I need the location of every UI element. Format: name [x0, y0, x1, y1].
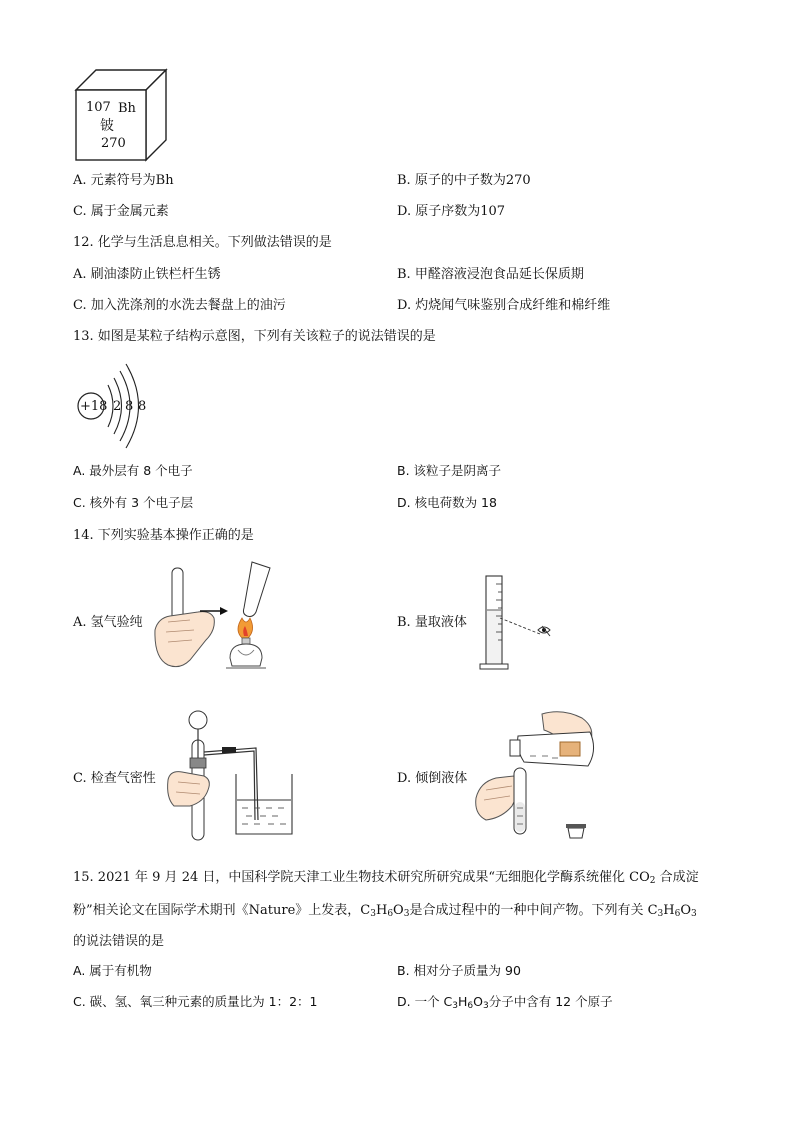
q13-option-b: B. 该粒子是阴离子 — [397, 463, 502, 478]
co2-subscript: 2 — [649, 876, 656, 886]
q15-line-1-tail: 合成淀 — [655, 870, 699, 885]
q15-line-2-mid: 是合成过程中的一种中间产物。下列有关 C — [409, 903, 658, 918]
q15-line-2 — [73, 904, 697, 917]
q14-option-a: A. 氢气验纯 — [73, 615, 143, 630]
q13-option-a: A. 最外层有 8 个电子 — [73, 463, 193, 478]
h-letter-2: H — [663, 903, 675, 918]
q14-option-b: B. 量取液体 — [397, 615, 467, 630]
element-symbol: Bh — [118, 101, 136, 116]
q12-option-c: C. 加入洗涤剂的水洗去餐盘上的油污 — [73, 298, 286, 313]
q14-option-c: C. 检查气密性 — [73, 771, 156, 786]
shell-2-electrons: 8 — [125, 399, 134, 414]
q15-option-d-head: D. 一个 C — [397, 994, 453, 1009]
d-c-subscript: 3 — [452, 1001, 459, 1011]
shell-3-electrons: 8 — [138, 399, 147, 414]
q11-option-c: C. 属于金属元素 — [73, 204, 169, 219]
d-h-subscript: 6 — [467, 1001, 474, 1011]
q15-line-2-text: 粉”相关论文在国际学术期刊《Nature》上发表，C — [73, 903, 371, 918]
q15-line-1 — [73, 871, 699, 884]
q11-option-b: B. 原子的中子数为270 — [397, 173, 531, 188]
q14-stem: 14. 下列实验基本操作正确的是 — [73, 528, 254, 543]
c-subscript-2: 3 — [657, 909, 664, 919]
d-h-letter: H — [458, 994, 468, 1009]
h-letter: H — [375, 903, 388, 918]
o-letter: O — [393, 903, 404, 918]
q12-stem: 12. 化学与生活息息相关。下列做法错误的是 — [73, 235, 332, 250]
element-atomic-number: 107 — [86, 100, 111, 115]
q15-option-a: A. 属于有机物 — [73, 963, 152, 978]
q15-option-b: B. 相对分子质量为 90 — [397, 963, 521, 978]
q13-option-c: C. 核外有 3 个电子层 — [73, 495, 194, 510]
q13-option-d: D. 核电荷数为 18 — [397, 495, 497, 510]
d-o-letter: O — [473, 994, 483, 1009]
q15-line-1-text: 15. 2021 年 9 月 24 日，中国科学院天津工业生物技术研究所研究成果“无细胞化学酶系统催化 CO — [73, 870, 650, 885]
q15-option-d-tail: 分子中含有 12 个原子 — [488, 994, 613, 1009]
shell-1-electrons: 2 — [113, 399, 122, 414]
d-o-subscript: 3 — [483, 1001, 489, 1011]
element-mass: 270 — [101, 136, 126, 151]
airtightness-check-figure — [164, 710, 304, 840]
pour-liquid-figure — [472, 710, 602, 840]
q11-option-a: A. 元素符号为Bh — [73, 173, 174, 188]
h-subscript-2: 6 — [674, 909, 681, 919]
o-subscript: 3 — [403, 909, 410, 919]
nucleus-charge: +18 — [80, 399, 108, 414]
q15-line-3: 的说法错误的是 — [73, 934, 165, 949]
q12-option-d: D. 灼烧闻气味鉴别合成纤维和棉纤维 — [397, 298, 611, 313]
c-subscript: 3 — [370, 909, 376, 919]
hydrogen-purity-test-figure — [150, 560, 280, 675]
q12-option-a: A. 刷油漆防止铁栏杆生锈 — [73, 267, 221, 282]
measure-liquid-figure — [476, 574, 566, 674]
q14-option-d: D. 倾倒液体 — [397, 771, 468, 786]
o-subscript-2: 3 — [691, 909, 697, 919]
q13-stem: 13. 如图是某粒子结构示意图，下列有关该粒子的说法错误的是 — [73, 329, 436, 344]
q15-option-d — [397, 996, 613, 1009]
q11-option-d: D. 原子序数为107 — [397, 204, 506, 219]
element-name: 铍 — [100, 118, 114, 134]
o-letter-2: O — [680, 903, 692, 918]
q15-option-c: C. 碳、氢、氧三种元素的质量比为 1：2：1 — [73, 994, 318, 1009]
q12-option-b: B. 甲醛溶液浸泡食品延长保质期 — [397, 267, 584, 282]
h-subscript: 6 — [387, 909, 394, 919]
